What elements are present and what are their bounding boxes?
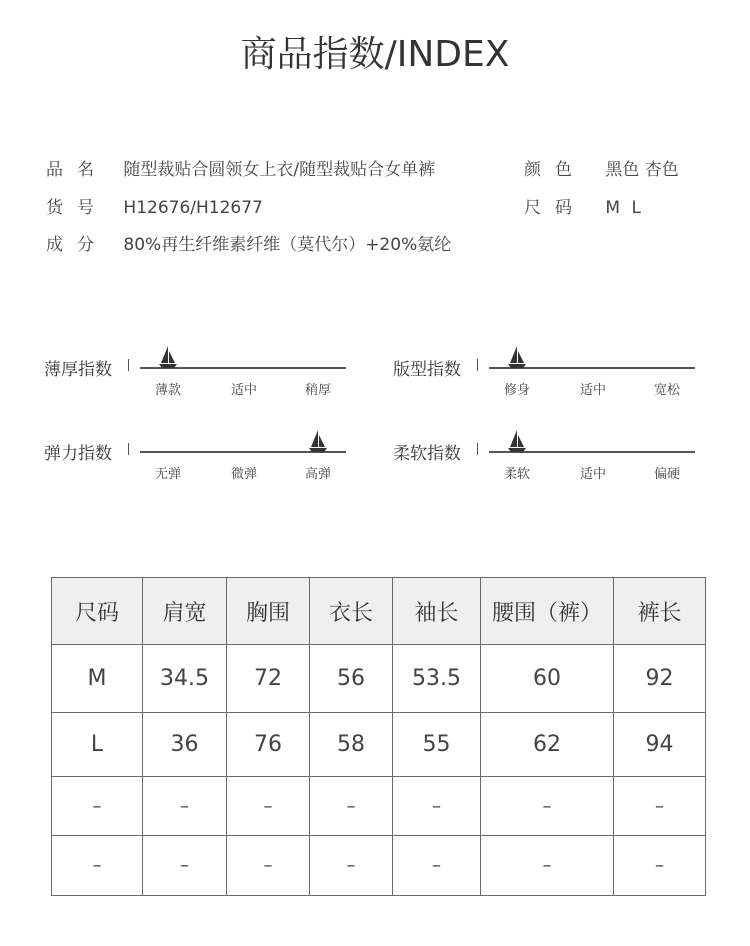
product-name-label: 品名 <box>46 160 108 180</box>
option-3: 高弹 <box>304 467 331 482</box>
sailboat-icon <box>507 429 527 453</box>
option-1: 薄款 <box>154 383 181 398</box>
material-label: 成分 <box>46 235 108 255</box>
item-no-value: H12676/H12677 <box>123 198 263 218</box>
header-cell: 衣长 <box>310 578 393 645</box>
material-row <box>46 230 451 255</box>
option-3: 偏硬 <box>653 467 680 482</box>
option-1: 修身 <box>503 383 530 398</box>
table-cell: 76 <box>227 713 310 777</box>
table-cell: L <box>52 713 143 777</box>
item-no-label: 货号 <box>46 198 108 218</box>
item-no-row <box>46 193 263 218</box>
option-2: 适中 <box>579 467 606 482</box>
size-table <box>51 577 706 896</box>
header-cell: 袖长 <box>393 578 481 645</box>
index-fit <box>393 355 713 415</box>
table-cell: 58 <box>310 713 393 777</box>
table-cell: 60 <box>481 645 614 713</box>
header-cell: 胸围 <box>227 578 310 645</box>
table-cell: – <box>481 777 614 836</box>
table-cell: – <box>52 836 143 896</box>
color-row <box>524 155 679 180</box>
table-row <box>52 836 706 896</box>
header-cell: 尺码 <box>52 578 143 645</box>
table-row <box>52 645 706 713</box>
size-value: M L <box>605 198 644 218</box>
table-cell: – <box>614 836 706 896</box>
page-title: 商品指数/INDEX <box>240 34 510 75</box>
table-cell: – <box>227 836 310 896</box>
option-2: 适中 <box>230 383 257 398</box>
table-cell: 36 <box>143 713 227 777</box>
sailboat-icon <box>507 345 527 369</box>
table-cell: 55 <box>393 713 481 777</box>
table-cell: 94 <box>614 713 706 777</box>
table-header-row <box>52 578 706 645</box>
product-name-value: 随型裁贴合圆领女上衣/随型裁贴合女单裤 <box>123 160 436 180</box>
sailboat-icon <box>308 429 328 453</box>
table-cell: – <box>227 777 310 836</box>
header-cell: 肩宽 <box>143 578 227 645</box>
table-cell: M <box>52 645 143 713</box>
table-cell: 53.5 <box>393 645 481 713</box>
table-cell: – <box>143 777 227 836</box>
index-thickness <box>44 355 364 415</box>
index-name: 柔软指数 <box>393 444 461 464</box>
color-label: 颜色 <box>524 160 586 180</box>
scale-tick <box>128 359 129 371</box>
table-row <box>52 777 706 836</box>
size-row <box>524 193 644 218</box>
table-cell: 62 <box>481 713 614 777</box>
material-value: 80%再生纤维素纤维（莫代尔）+20%氨纶 <box>123 235 452 255</box>
option-3: 宽松 <box>653 383 680 398</box>
index-name: 版型指数 <box>393 360 461 380</box>
product-name-row <box>46 155 435 180</box>
table-cell: – <box>481 836 614 896</box>
scale-tick <box>477 443 478 455</box>
scale-tick <box>128 443 129 455</box>
header-cell: 腰围（裤） <box>481 578 614 645</box>
table-cell: 34.5 <box>143 645 227 713</box>
index-name: 弹力指数 <box>44 444 112 464</box>
table-cell: 72 <box>227 645 310 713</box>
scale-tick <box>477 359 478 371</box>
table-row <box>52 713 706 777</box>
table-cell: – <box>310 836 393 896</box>
option-3: 稍厚 <box>304 383 331 398</box>
option-2: 微弹 <box>230 467 257 482</box>
table-cell: 56 <box>310 645 393 713</box>
table-cell: – <box>393 836 481 896</box>
option-1: 无弹 <box>154 467 181 482</box>
table-cell: – <box>143 836 227 896</box>
index-elasticity <box>44 439 364 499</box>
option-2: 适中 <box>579 383 606 398</box>
index-name: 薄厚指数 <box>44 360 112 380</box>
table-cell: – <box>393 777 481 836</box>
header-cell: 裤长 <box>614 578 706 645</box>
size-label: 尺码 <box>524 198 586 218</box>
table-cell: – <box>614 777 706 836</box>
table-cell: – <box>52 777 143 836</box>
color-value: 黑色 杏色 <box>605 160 679 180</box>
table-cell: – <box>310 777 393 836</box>
table-cell: 92 <box>614 645 706 713</box>
option-1: 柔软 <box>503 467 530 482</box>
sailboat-icon <box>158 345 178 369</box>
index-softness <box>393 439 713 499</box>
